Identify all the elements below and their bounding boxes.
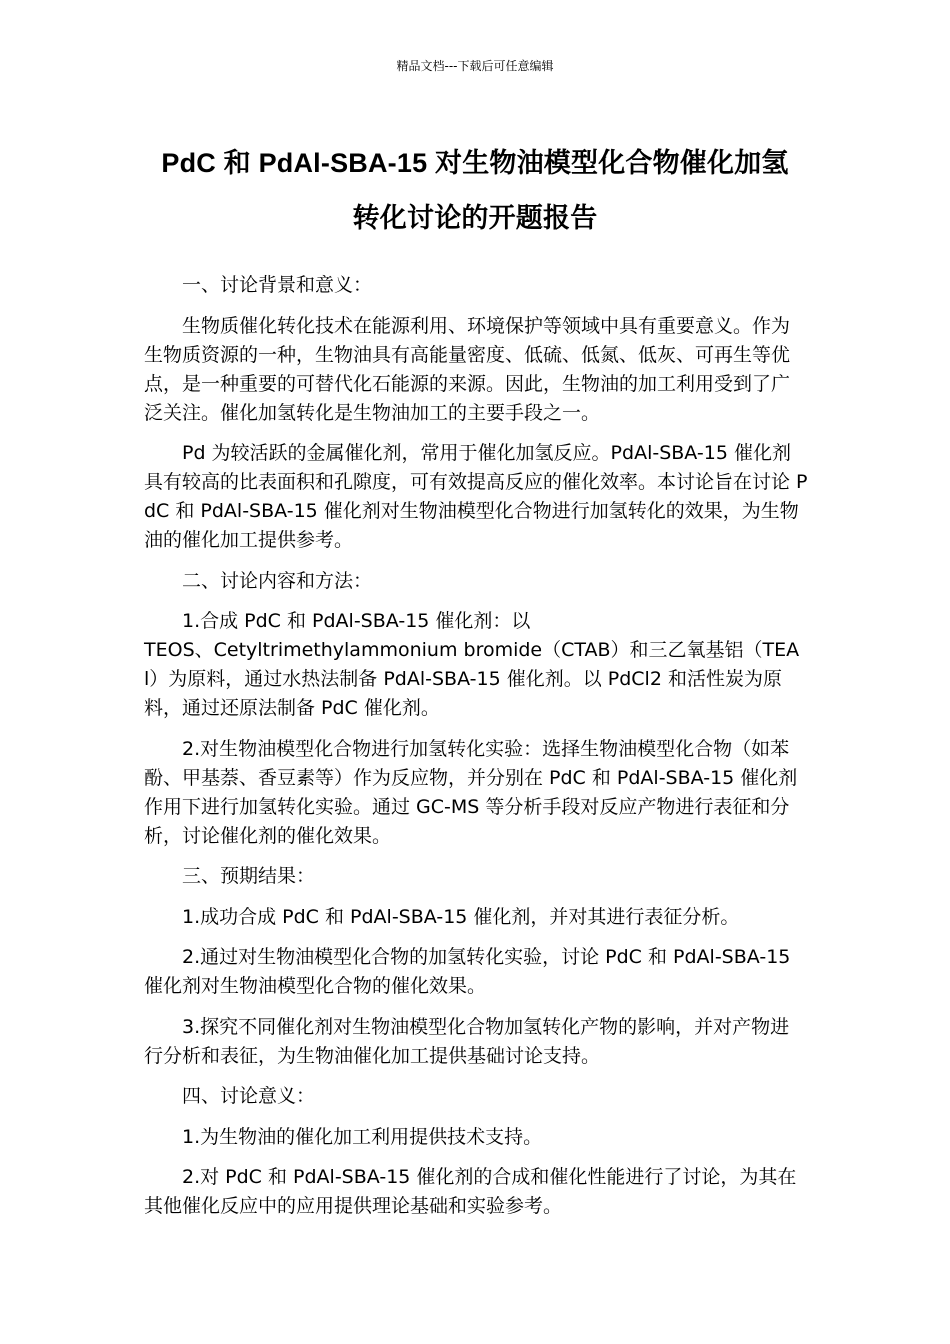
paragraph-methods-1: TEOS、Cetyltrimethylammonium bromide（CTAB）和三乙氧基铝（TEAl）为原料，通过水热法制备 PdAl-SBA-15 催化剂。以 PdCl2 和活性炭为原料，通过还原法制备 PdC 催化剂。: [144, 639, 800, 719]
section-heading-significance: 四、讨论意义：: [182, 1085, 316, 1107]
paragraph-results-2: 2.通过对生物油模型化合物的加氢转化实验，讨论 PdC 和 PdAl-SBA-15 催化剂对生物油模型化合物的催化效果。: [144, 946, 791, 997]
page-header: 精品文档---下载后可任意编辑: [396, 59, 554, 73]
document-title: [120, 136, 830, 246]
paragraph-background-2: Pd 为较活跃的金属催化剂，常用于催化加氢反应。PdAl-SBA-15 催化剂具有较高的比表面积和孔隙度，可有效提高反应的催化效率。本讨论旨在讨论 PdC 和 PdAl-SBA-15 催化剂对生物油模型化合物进行加氢转化的效果，为生物油的催化加工提供参考。: [144, 442, 808, 551]
title-line-1: PdC 和 PdAl-SBA-15 对生物油模型化合物催化加氢: [161, 148, 789, 178]
paragraph-methods-2: 2.对生物油模型化合物进行加氢转化实验：选择生物油模型化合物（如苯酚、甲基萘、香豆素等）作为反应物，并分别在 PdC 和 PdAl-SBA-15 催化剂作用下进行加氢转化实验。通过 GC-MS 等分析手段对反应产物进行表征和分析，讨论催化剂的催化效果。: [144, 737, 798, 847]
title-line-2: 转化讨论的开题报告: [352, 203, 598, 233]
paragraph-results-1: 1.成功合成 PdC 和 PdAl-SBA-15 催化剂，并对其进行表征分析。: [182, 905, 740, 928]
section-heading-results: 三、预期结果：: [182, 865, 316, 887]
paragraph-background-1: 生物质催化转化技术在能源利用、环境保护等领域中具有重要意义。作为生物质资源的一种，生物油具有高能量密度、低硫、低氮、低灰、可再生等优点，是一种重要的可替代化石能源的来源。因此，生物油的加工利用受到了广泛关注。催化加氢转化是生物油加工的主要手段之一。: [144, 314, 791, 424]
section-heading-background: 一、讨论背景和意义：: [182, 274, 373, 296]
paragraph-significance-1: 1.为生物油的催化加工利用提供技术支持。: [182, 1125, 543, 1148]
paragraph-results-3: 3.探究不同催化剂对生物油模型化合物加氢转化产物的影响，并对产物进行分析和表征，为生物油催化加工提供基础讨论支持。: [144, 1015, 790, 1067]
document-body: [144, 271, 808, 1233]
paragraph-methods-1-lead: 1.合成 PdC 和 PdAl-SBA-15 催化剂：以: [182, 610, 531, 632]
section-heading-methods: 二、讨论内容和方法：: [182, 569, 373, 592]
paragraph-significance-2: 2.对 PdC 和 PdAl-SBA-15 催化剂的合成和催化性能进行了讨论，为其在其他催化反应中的应用提供理论基础和实验参考。: [144, 1166, 797, 1217]
